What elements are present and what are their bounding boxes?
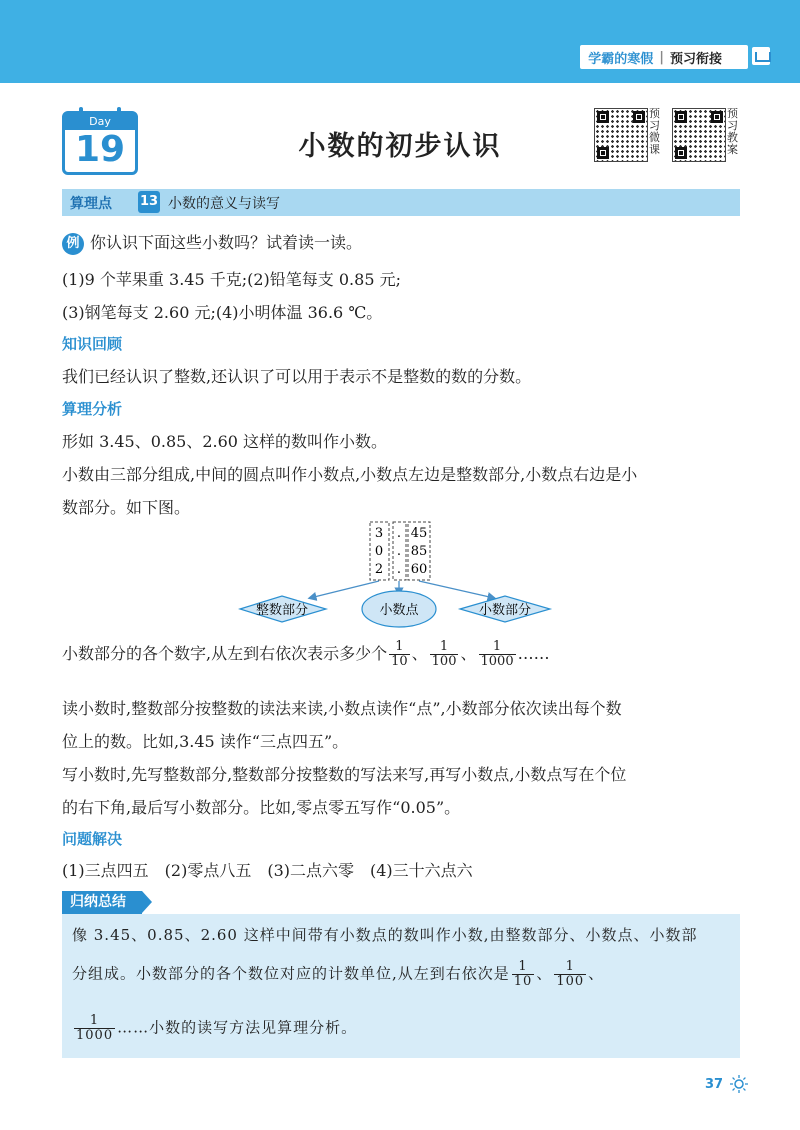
example-line-1: (1)9 个苹果重 3.45 千克;(2)铅笔每支 0.85 元; xyxy=(62,270,401,289)
summary-line-3: $\frac{1}{1000}$ ……小数的读写方法见算理分析。 xyxy=(76,1013,358,1043)
analysis-p3: 小数部分的各个数字,从左到右依次表示多少个 $\frac{1}{10}$ 、 $\frac{1}{100}$ 、 $\frac{1}{1000}$ …… xyxy=(62,639,550,669)
integer-digit: 0 xyxy=(374,544,384,559)
analysis-p2b: 数部分。如下图。 xyxy=(62,498,191,517)
series-brand xyxy=(580,45,748,69)
solution-text: (1)三点四五 (2)零点八五 (3)二点六零 (4)三十六点六 xyxy=(62,861,473,880)
analysis-p5b: 的右下角,最后写小数部分。比如,零点零五写作“0.05”。 xyxy=(62,798,461,817)
decimal-structure-diagram xyxy=(238,520,568,632)
knowledge-heading: 知识回顾 xyxy=(62,335,123,353)
decimal-point: . xyxy=(396,544,402,559)
summary-tag: 归纳总结 xyxy=(62,891,142,914)
brand-right: 预习衔接 xyxy=(669,51,722,67)
arrow-to-decimal xyxy=(419,581,494,598)
fraction: $\frac{1}{1000}$ xyxy=(76,1013,114,1043)
example-icon: 例 xyxy=(62,233,84,255)
sun-swirl-icon xyxy=(728,1073,750,1095)
section-tag: 算理点 xyxy=(70,196,112,212)
arrow-to-integer xyxy=(310,581,379,598)
fraction: $\frac{1}{100}$ xyxy=(556,959,585,989)
decimal-digits: 85 xyxy=(410,544,428,559)
solution-heading: 问题解决 xyxy=(62,830,123,848)
analysis-p3-prefix: 小数部分的各个数字,从左到右依次表示多少个 xyxy=(62,644,388,663)
example-prompt: 你认识下面这些小数吗？试着读一读。 xyxy=(90,233,363,252)
day-number: 19 xyxy=(74,129,126,170)
summary-box xyxy=(62,914,740,1058)
analysis-p4a: 读小数时,整数部分按整数的读法来读,小数点读作“点”,小数部分依次读出每个数 xyxy=(62,699,622,718)
fraction: $\frac{1}{1000}$ xyxy=(480,639,514,669)
section-title: 小数的意义与读写 xyxy=(168,196,280,212)
label-integer-part: 整数部分 xyxy=(255,603,309,618)
integer-digit: 2 xyxy=(374,562,384,577)
qr-code-icon[interactable] xyxy=(672,108,726,162)
book-icon xyxy=(752,47,770,65)
label-decimal-point: 小数点 xyxy=(379,603,419,618)
label-decimal-part: 小数部分 xyxy=(478,603,532,618)
summary-line-1: 像 3.45、0.85、2.60 这样中间带有小数点的数叫作小数,由整数部分、小数点、小数部 xyxy=(72,926,698,944)
analysis-p4b: 位上的数。比如,3.45 读作“三点四五”。 xyxy=(62,732,349,751)
summary-line-2: 分组成。小数部分的各个数位对应的计数单位,从左到右依次是 $\frac{1}{10}$ 、 $\frac{1}{100}$ 、 xyxy=(72,959,605,989)
header-band xyxy=(0,0,800,83)
analysis-p3-suffix: …… xyxy=(517,644,550,663)
decimal-point: . xyxy=(396,562,402,577)
decimal-digits: 60 xyxy=(410,562,428,577)
qr-label-preview-plan: 预习教案 xyxy=(727,107,738,156)
fraction: $\frac{1}{100}$ xyxy=(431,639,457,669)
section-header xyxy=(62,189,740,216)
analysis-heading: 算理分析 xyxy=(62,400,123,418)
fraction: $\frac{1}{10}$ xyxy=(513,959,533,989)
knowledge-text: 我们已经认识了整数,还认识了可以用于表示不是整数的数的分数。 xyxy=(62,367,532,386)
qr-label-preview-video: 预习微课 xyxy=(649,107,660,156)
brand-left: 学霸的寒假 xyxy=(588,51,654,67)
section-number: 13 xyxy=(138,191,160,213)
analysis-p2a: 小数由三部分组成,中间的圆点叫作小数点,小数点左边是整数部分,小数点右边是小 xyxy=(62,465,638,484)
integer-digit: 3 xyxy=(374,526,384,541)
day-label: Day xyxy=(65,114,135,130)
example-line-2: (3)钢笔每支 2.60 元;(4)小明体温 36.6 ℃。 xyxy=(62,303,383,322)
analysis-p1: 形如 3.45、0.85、2.60 这样的数叫作小数。 xyxy=(62,432,388,451)
example-prompt-line xyxy=(62,230,362,255)
qr-code-icon[interactable] xyxy=(594,108,648,162)
page-title: 小数的初步认识 xyxy=(298,131,502,162)
page-number: 37 xyxy=(705,1077,724,1092)
decimal-point: . xyxy=(396,526,402,541)
brand-separator: | xyxy=(659,49,664,65)
decimal-digits: 45 xyxy=(410,526,428,541)
analysis-p5a: 写小数时,先写整数部分,整数部分按整数的写法来写,再写小数点,小数点写在个位 xyxy=(62,765,627,784)
fraction: $\frac{1}{10}$ xyxy=(391,639,408,669)
